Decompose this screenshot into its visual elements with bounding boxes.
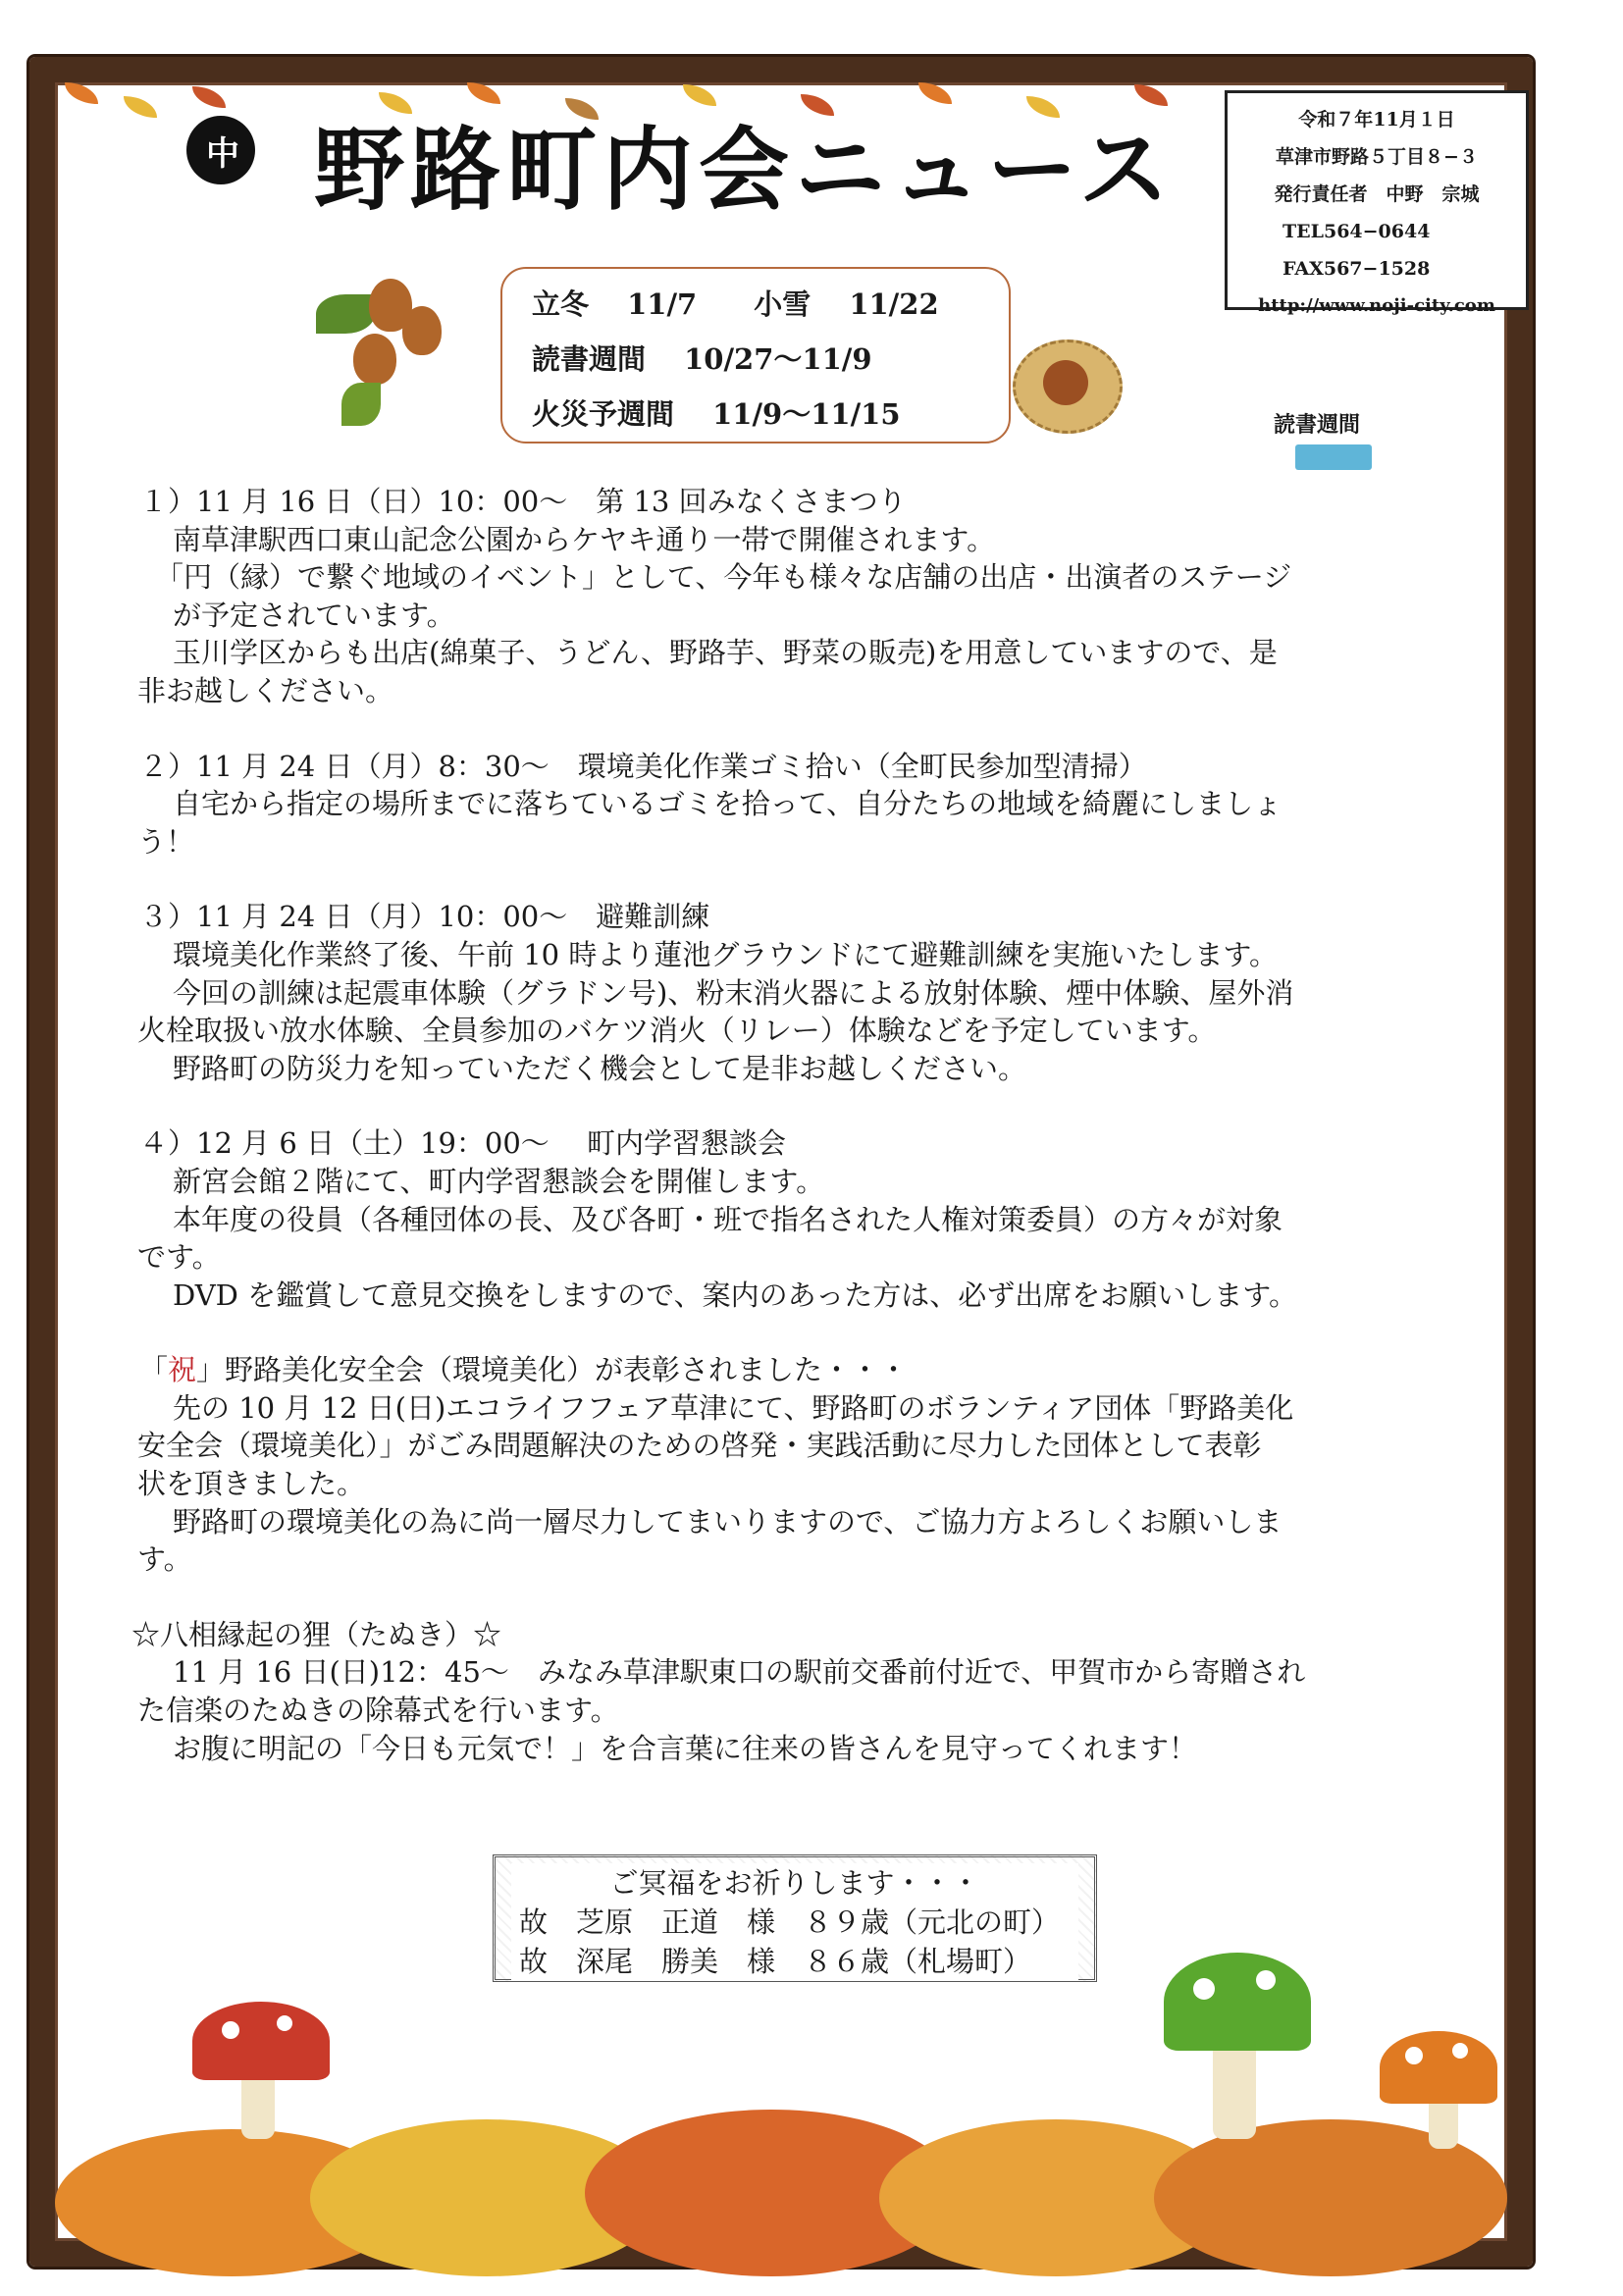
event-section-4: [137, 1124, 1484, 1314]
reading-week-book-illustration: [1274, 408, 1391, 493]
newsletter-title: 野路町内会ニュース: [314, 118, 1176, 223]
event-text-line: 新宮会館２階にて、町内学習懇談会を開催します。: [173, 1164, 825, 1198]
chestnut-character-illustration: [1013, 339, 1123, 434]
publisher-address: 草津市野路５丁目８−３: [1276, 146, 1478, 168]
news-content: [131, 483, 1484, 1804]
celebration-mark: 祝: [168, 1353, 197, 1387]
tanuki-text-line: 11 月 16 日(日)12：45〜 みなみ草津駅東口の駅前交番前付近で、甲賀市から寄贈され: [173, 1655, 1306, 1690]
seasonal-line-3: 火災予週間 11/9〜11/15: [532, 397, 901, 431]
seasonal-dates-box: [500, 267, 1011, 444]
award-heading: 「祝」野路美化安全会（環境美化）が表彰されました・・・: [139, 1353, 909, 1387]
event-text-line: 今回の訓練は起震車体験（グラドン号)、粉末消火器による放射体験、煙中体験、屋外消: [173, 975, 1294, 1010]
tanuki-text-line: お腹に明記の「今日も元気で！」を合言葉に往来の皆さんを見守ってくれます！: [173, 1731, 1198, 1765]
event-section-3: [137, 898, 1484, 1087]
condolence-entry: 故 深尾 勝美 様 ８６歳（札場町）: [519, 1945, 1032, 1978]
event-text-line: 野路町の防災力を知っていただく機会として是非お越しください。: [173, 1051, 1027, 1085]
event-text-line: が予定されています。: [173, 598, 455, 632]
tanuki-section: [131, 1616, 1484, 1767]
fax-number: FAX567−1528: [1283, 258, 1431, 280]
award-text-line: 先の 10 月 12 日(日)エコライフフェア草津にて、野路町のボランティア団体「野路美化: [173, 1390, 1294, 1425]
event-text-line: 非お越しください。: [137, 673, 394, 707]
issue-date: 令和７年11月１日: [1298, 109, 1455, 130]
event-heading: ３）11 月 24 日（月）10：00〜 避難訓練: [139, 900, 710, 934]
event-text-line: う！: [137, 824, 195, 859]
reading-week-label: 読書週間: [1274, 413, 1361, 438]
tanuki-heading: ☆八相縁起の狸（たぬき）☆: [131, 1617, 502, 1651]
town-association-logo: 中: [186, 116, 255, 184]
publisher-info-box: [1225, 90, 1529, 316]
mushroom-and-leaves-illustration: [55, 1972, 1507, 2241]
event-text-line: 玉川学区からも出店(綿菓子、うどん、野路芋、野菜の販売)を用意していますので、是: [173, 636, 1278, 670]
book-icon: [1295, 444, 1372, 470]
phone-number: TEL564−0644: [1283, 221, 1431, 242]
award-text-line: す。: [137, 1542, 192, 1577]
event-text-line: です。: [137, 1240, 221, 1275]
award-text-line: 野路町の環境美化の為に尚一層尽力してまいりますので、ご協力方よろしくお願いしま: [173, 1504, 1283, 1539]
event-text-line: DVD を鑑賞して意見交換をしますので、案内のあった方は、必ず出席をお願いします。: [173, 1278, 1297, 1312]
award-text-line: 安全会（環境美化）」がごみ問題解決のための啓発・実践活動に尽力した団体として表彰: [137, 1429, 1262, 1463]
condolence-title: ご冥福をお祈りします・・・: [609, 1866, 980, 1900]
condolence-entry: 故 芝原 正道 様 ８９歳（元北の町）: [519, 1905, 1061, 1939]
award-section: [137, 1351, 1484, 1579]
award-text-line: 状を頂きました。: [137, 1467, 366, 1501]
event-heading: １）11 月 16 日（日）10：00〜 第 13 回みなくさまつり: [139, 485, 907, 518]
event-text-line: 自宅から指定の場所までに落ちているゴミを拾って、自分たちの地域を綺麗にしましょ: [173, 787, 1283, 821]
event-text-line: 本年度の役員（各種団体の長、及び各町・班で指名された人権対策委員）の方々が対象: [173, 1202, 1283, 1236]
condolence-box: [493, 1854, 1097, 1982]
event-text-line: 火栓取扱い放水体験、全員参加のバケツ消火（リレー）体験などを予定しています。: [137, 1014, 1217, 1048]
event-section-1: [137, 483, 1484, 710]
event-section-2: [137, 748, 1484, 861]
event-heading: ４）12 月 6 日（土）19：00〜 町内学習懇談会: [139, 1126, 787, 1161]
website-link[interactable]: http://www.noji-city.com: [1258, 295, 1495, 316]
event-text-line: 環境美化作業終了後、午前 10 時より蓮池グラウンドにて避難訓練を実施いたします。: [173, 937, 1279, 971]
event-text-line: 南草津駅西口東山記念公園からケヤキ通り一帯で開催されます。: [173, 522, 996, 556]
tanuki-text-line: た信楽のたぬきの除幕式を行います。: [137, 1694, 619, 1728]
seasonal-line-2: 読書週間 10/27〜11/9: [532, 342, 872, 376]
event-text-line: 「円（縁）で繋ぐ地域のイベント」として、今年も様々な店舗の出店・出演者のステージ: [155, 560, 1292, 595]
event-heading: ２）11 月 24 日（月）8：30〜 環境美化作業ゴミ拾い（全町民参加型清掃）: [139, 749, 1147, 783]
publisher-name: 発行責任者 中野 宗城: [1274, 183, 1480, 205]
seasonal-line-1: 立冬 11/7 小雪 11/22: [532, 287, 939, 321]
